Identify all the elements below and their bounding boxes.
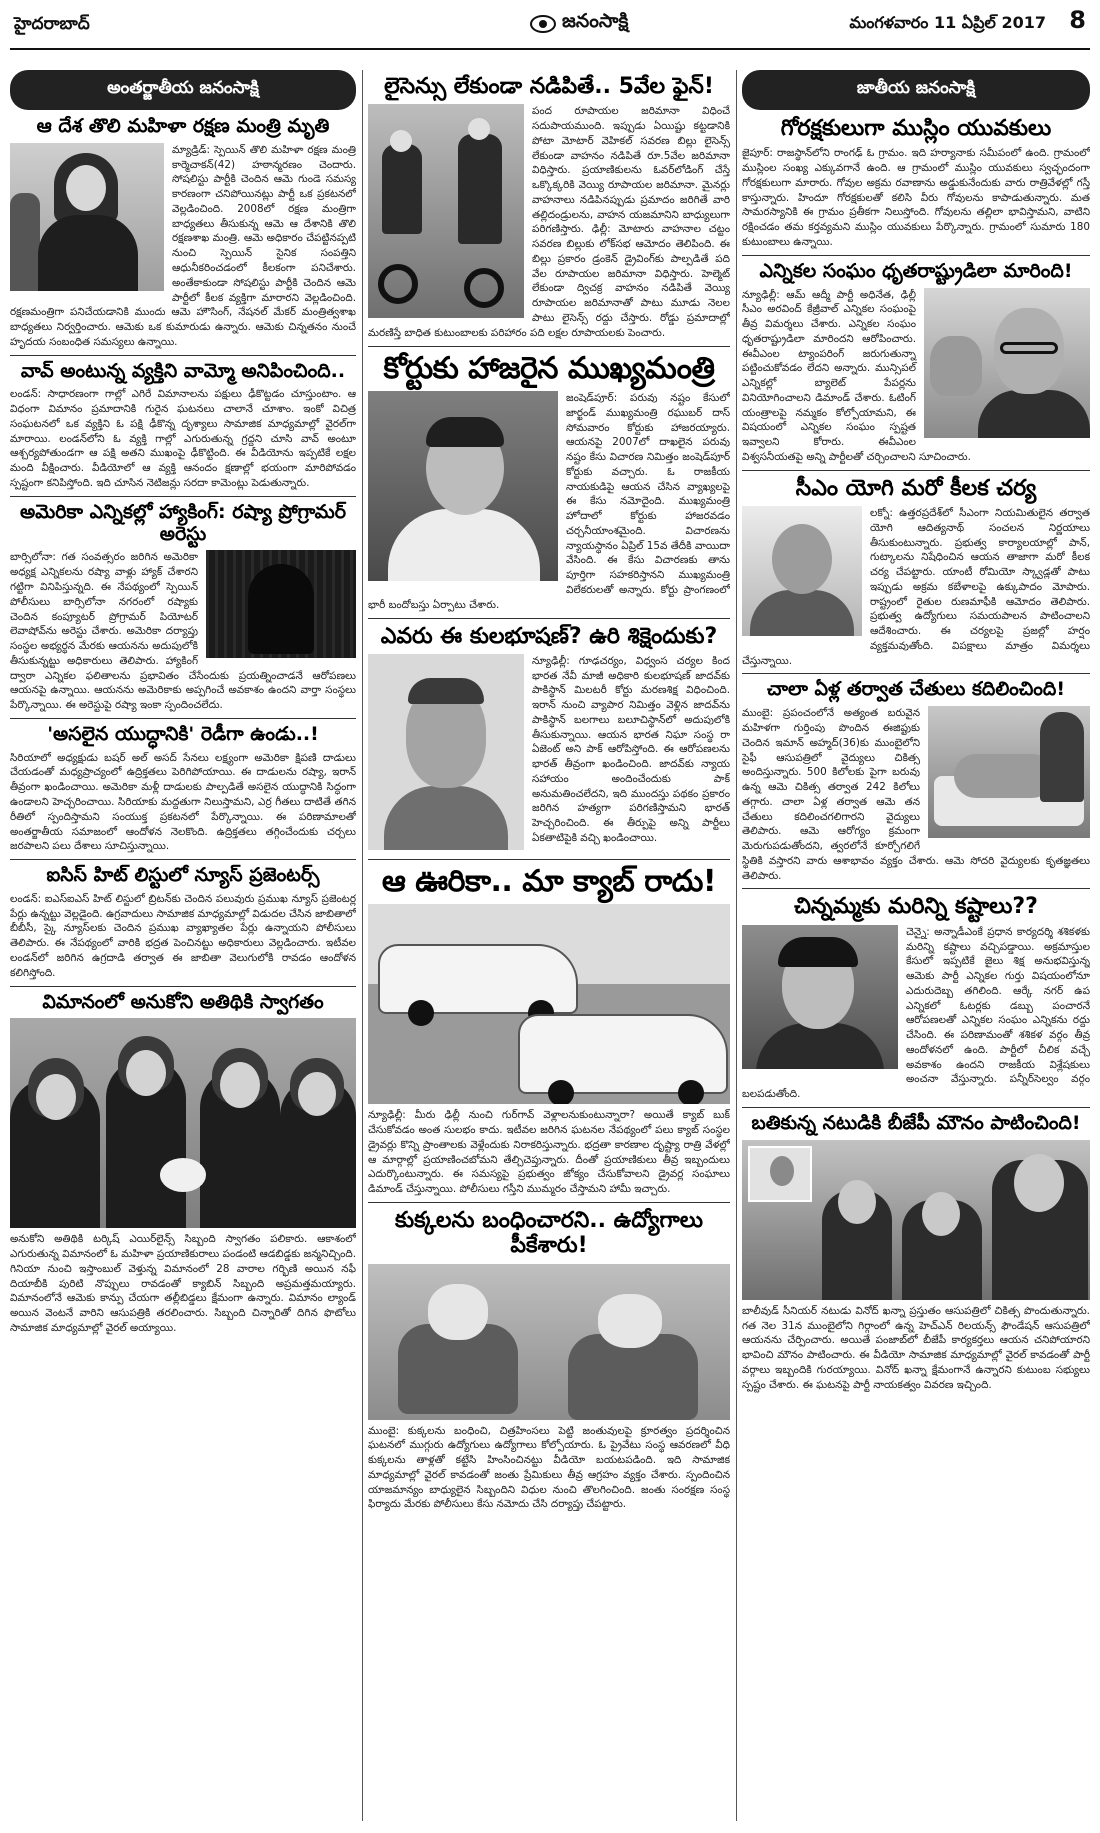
- article-cab: [368, 865, 730, 1197]
- article-election-commission: [742, 261, 1090, 465]
- article-flight-baby: [10, 992, 356, 1336]
- photo-dogs: [368, 1264, 730, 1420]
- issue-date: మంగళవారం 11 ఏప్రిల్ 2017: [849, 13, 1046, 32]
- article-body: బార్సిలోనా: గత సంవత్సరం జరిగిన అమెరికా అధ్యక్ష ఎన్నికలను రష్యా వాళ్లు హ్యాక్‌ చేశారని గట్టిగా వినిపిస్తున్నది. ఈ నేపథ్యంలో స్పెయిన్‌ పోలీసులు బార్సిలోనా నగరంలో రష్యాకు చెందిన కంప్యూటర్‌ ప్రోగ్రామర్‌ పియోటర్‌ లెవాషోవ్‌ను అరెస్టు చేశారు. అమెరికా దర్యాప్తు సంస్థల అభ్యర్థన మేరకు ఆయనను అదుపులోకి తీసుకున్నట్టు అధికారులు తెలిపారు. హ్యాకింగ్‌ ద్వారా ఎన్నికల ఫలితాలను ప్రభావితం చేసేందుకు ప్రయత్నించాడనే ఆరోపణలు ఆయనపై ఉన్నాయి. ఆయనను అమెరికాకు అప్పగించే అవకాశం ఉందని వార్తా సంస్థలు పేర్కొన్నాయి. ఈ అరెస్టుపై రష్యా ఇంకా స్పందించలేదు.: [10, 551, 356, 712]
- headline: గోరక్షకులుగా ముస్లిం యువకులు: [780, 116, 1052, 141]
- international-column: [10, 70, 356, 1821]
- headline: చిన్నమ్మకు మరిన్ని కష్టాలు??: [794, 894, 1038, 920]
- national-column: [742, 70, 1090, 1821]
- column-divider: [362, 70, 363, 1821]
- divider: [10, 718, 356, 719]
- photo-bjp-workers: [742, 1140, 1090, 1300]
- article-body: ముంబై: కుక్కలను బంధించి, చిత్రహింసలు పెట్టి జంతువులపై క్రూరత్వం ప్రదర్శించిన ఘటనలో ముగ్గురు ఉద్యోగులు ఉద్యోగాలు కోల్పోయారు. ఓ ప్రైవేటు సంస్థ ఆవరణలో వీధి కుక్కలను తాళ్లతో కట్టేసి హింసించినట్టు వీడియో బయటపడింది. ఇది సామాజిక మాధ్యమాల్లో వైరల్‌ కావడంతో జంతు ప్రేమికులు తీవ్ర ఆగ్రహం వ్యక్తం చేశారు. స్పందించిన యాజమాన్యం బాధ్యులైన సిబ్బందిని విధుల నుంచి తొలగించింది. జంతు సంరక్షణ సంస్థ ఫిర్యాదు మేరకు పోలీసులు కేసు నమోదు చేసి దర్యాప్తు చేపట్టారు.: [368, 1424, 730, 1511]
- article-body: చెన్నై: అన్నాడీఎంకే ప్రధాన కార్యదర్శి శశికళకు మరిన్ని కష్టాలు వచ్చిపడ్డాయి. అక్రమాస్తుల కేసులో ఇప్పటికే జైలు శిక్ష అనుభవిస్తున్న ఆమెకు పార్టీ ఎన్నికల గుర్తు విషయంలోనూ ఎదురుదెబ్బ తగిలింది. ఆర్కే నగర్‌ ఉప ఎన్నికలో ఓటర్లకు డబ్బు పంచారనే ఆరోపణలతో ఎన్నికల సంఘం ఎన్నికను రద్దు చేసింది. ఈ పరిణామంతో శశికళ వర్గం తీవ్ర ఆందోళనలో ఉంది. పార్టీలో చీలిక వచ్చే అవకాశం ఉందని రాజకీయ విశ్లేషకులు అంచనా వేస్తున్నారు. పన్నీర్‌సెల్వం వర్గం బలపడుతోంది.: [742, 925, 1090, 1101]
- photo-flight-crew: [10, 1018, 356, 1228]
- photo-chief-minister: [368, 391, 558, 581]
- article-body: సిరియాలో అధ్యక్షుడు బషర్‌ అల్‌ అసద్‌ సేనలు లక్ష్యంగా అమెరికా క్షిపణి దాడులు చేయడంతో మధ్యప్రాచ్యంలో ఉద్రిక్తతలు పెరిగిపోయాయి. ఈ దాడులను రష్యా, ఇరాన్‌ తీవ్రంగా ఖండించాయి. అమెరికా మళ్లీ దాడులకు పాల్పడితే అసలైన యుద్ధానికి సిద్ధంగా ఉండాలని హెచ్చరించాయి. సిరియాకు మద్దతుగా నిలుస్తామని, ఎర్ర గీతలు దాటితే తగిన రీతిలో స్పందిస్తామని సంయుక్త ప్రకటనలో పేర్కొన్నాయి. ఈ పరిణామాలతో అంతర్జాతీయ సమాజంలో ఆందోళన నెలకొంది. ఉద్రిక్తతలు తగ్గించేందుకు చర్చలు జరపాలని పలు దేశాలు సూచిస్తున్నాయి.: [10, 751, 356, 853]
- photo-traffic-police: [368, 104, 524, 318]
- article-cm-court: [368, 352, 730, 613]
- section-title-international: అంతర్జాతీయ జనంసాక్షి: [10, 70, 356, 110]
- divider: [10, 496, 356, 497]
- divider: [368, 618, 730, 619]
- article-sasikala: [742, 894, 1090, 1101]
- divider: [10, 986, 356, 987]
- headline: 'అసలైన యుద్ధానికి' రెడీగా ఉండు..!: [47, 722, 319, 745]
- article-body: ముంబై: ప్రపంచంలోనే అత్యంత బరువైన మహిళగా గుర్తింపు పొందిన ఈజిప్టుకు చెందిన ఇమాన్‌ అహ్మద్‌(36)కు ముంబైలోని సైఫీ ఆసుపత్రిలో వైద్యులు చికిత్స అందిస్తున్నారు. 500 కిలోలకు పైగా బరువు ఉన్న ఆమె చికిత్స తర్వాత 242 కిలోలు తగ్గారు. చాలా ఏళ్ల తర్వాత ఆమె తన చేతులు కదిలించగలిగారని వైద్యులు తెలిపారు. ఆమె ఆరోగ్యం క్రమంగా మెరుగుపడుతోందని, త్వరలోనే కూర్చోగలిగే స్థితికి వస్తారని వారు ఆశాభావం వ్యక్తం చేశారు. ఆమె సోదరి వైద్యులకు కృతజ్ఞతలు తెలిపారు.: [742, 707, 1090, 882]
- article-body: లండన్‌: సాధారణంగా గాల్లో ఎగిరే విమానాలను పక్షులు ఢీకొట్టడం చూస్తుంటాం. ఆ విధంగా విమానం ప్రమాదానికి గురైన ఘటనలు చాలానే చూశాం. ఇంకో విచిత్ర సంఘటనలో ఒక వ్యక్తిని ఓ పక్షి ఢీకొన్న దృశ్యాలు సామాజిక మాధ్యమాల్లో వైరల్‌గా మారాయి. లండన్‌లోని ఓ వ్యక్తి గాల్లో ఎగురుతున్న గ్రద్దని చూసి వావ్‌ అంటూ ఆశ్చర్యపోతుండగా ఆ పక్షి అతని ముఖంపై ఢీకొట్టింది. ఈ వీడియోను ఇప్పటికే లక్షల మంది వీక్షించారు. వీడియోలో ఆ వ్యక్తి ఆనందం క్షణాల్లో భయంగా మారిపోవడం స్పష్టంగా కనిపిస్తోంది. ఇది చూసిన నెటిజన్లు సరదా కామెంట్లు పెడుతున్నారు.: [10, 388, 356, 489]
- headline: లైసెన్సు లేకుండా నడిపితే.. 5వేల ఫైన్‌!: [384, 74, 714, 99]
- article-isis-hitlist: [10, 865, 356, 980]
- headline: ఎవరు ఈ కులభూషణ్‌? ఉరి శిక్షెందుకు?: [380, 623, 718, 649]
- photo-kejriwal: [924, 288, 1090, 438]
- article-kulbhushan: [368, 624, 730, 854]
- article-defence-minister: [10, 116, 356, 350]
- article-body: పంద రూపాయల జరిమానా విధించే సదుపాయముంది. ఇప్పుడు ఏయిష్టు కట్టడానికి పోటా మోటార్‌ వెహికల్‌ సవరణ బిల్లు లైసెన్స్‌ లేకుండా వాహనం నడిపితే రూ.5వేల జరిమానా విధిస్తారు. ప్రయాణికులను ఓవర్‌లోడింగ్‌ చేస్తే ఒక్కొక్కరికి వెయ్యి రూపాయల జరిమానా. మైనర్లు వాహనాలు నడిపినప్పుడు ప్రమాదం జరిగితే వారి తల్లిదండ్రులను, వాహన యజమానిని బాధ్యులుగా పరిగణిస్తారు. ఢిల్లీ: మోటారు వాహనాల చట్టం సవరణ బిల్లుకు లోక్‌సభ ఆమోదం తెలిపింది. ఈ బిల్లు ప్రకారం డ్రంకెన్‌ డ్రైవింగ్‌కు పాల్పడితే పది వేల రూపాయల జరిమానా విధిస్తారు. హెల్మెట్‌ లేకుండా ద్విచక్ర వాహనం నడిపితే వెయ్యి రూపాయల జరిమానాతో పాటు మూడు నెలల పాటు లైసెన్స్‌ రద్దు చేస్తారు. రోడ్డు ప్రమాదాల్లో మరణిస్తే బాధిత కుటుంబాలకు పరిహారం పది లక్షల రూపాయలకు పెంచారు.: [368, 105, 730, 339]
- divider: [742, 673, 1090, 674]
- headline: చాలా ఏళ్ల తర్వాత చేతులు కదిలించింది!: [767, 678, 1065, 701]
- article-body: న్యూఢిల్లీ: ఆమ్‌ ఆద్మీ పార్టీ అధినేత, ఢిల్లీ సీఎం అరవింద్‌ కేజ్రీవాల్‌ ఎన్నికల సంఘంపై తీవ్ర విమర్శలు చేశారు. ఎన్నికల సంఘం ధృతరాష్ట్రుడిలా మారిందని ఆరోపించారు. ఈవీఎంల ట్యాంపరింగ్‌ జరుగుతున్నా పట్టించుకోవడం లేదని అన్నారు. మున్సిపల్‌ ఎన్నికల్లో బ్యాలెట్‌ పేపర్లను వినియోగించాలని డిమాండ్‌ చేశారు. ఓటింగ్‌ యంత్రాలపై నమ్మకం కోల్పోయామని, ఈ విషయంలో ఎన్నికల సంఘం స్పష్టత ఇవ్వాలని కోరారు. ఈవీఎంల విశ్వసనీయతపై అన్ని పార్టీలతో చర్చించాలని సూచించారు.: [742, 288, 971, 463]
- headline: సీఎం యోగి మరో కీలక చర్య: [795, 475, 1037, 501]
- article-body: జంషెడ్‌పూర్‌: పరువు నష్టం కేసులో జార్ఖండ్‌ ముఖ్యమంత్రి రఘుబర్‌ దాస్‌ సోమవారం కోర్టుకు హాజరయ్యారు. ఆయనపై 2007లో దాఖలైన పరువు నష్టం కేసు విచారణ నిమిత్తం జంషెడ్‌పూర్‌ కోర్టుకు వచ్చారు. ఓ రాజకీయ నాయకుడిపై ఆయన చేసిన వ్యాఖ్యలపై ఈ కేసు నమోదైంది. ముఖ్యమంత్రి హోదాలో కోర్టుకు హాజరవడం చర్చనీయాంశమైంది. విచారణను న్యాయస్థానం ఏప్రిల్‌ 15వ తేదీకి వాయిదా వేసింది. ఈ కేసు విచారణకు తాను పూర్తిగా సహకరిస్తానని ముఖ్యమంత్రి విలేకరులతో అన్నారు. కోర్టు ప్రాంగణంలో భారీ బందోబస్తు ఏర్పాటు చేశారు.: [368, 392, 730, 611]
- photo-yogi: [742, 506, 862, 636]
- headline: వావ్‌ అంటున్న వ్యక్తిని వామ్మో అనిపించింది..: [20, 359, 346, 382]
- article-body: లక్నో: ఉత్తరప్రదేశ్‌లో సీఎంగా నియమితులైన తర్వాత యోగి ఆదిత్యనాథ్‌ సంచలన నిర్ణయాలు తీసుకుంటున్నారు. ప్రభుత్వ కార్యాలయాల్లో పాన్‌, గుట్కాలను నిషేధించిన ఆయన తాజాగా మరో కీలక చర్య చేపట్టారు. యాంటీ రోమియో స్క్వాడ్లతో పాటు ఇప్పుడు అక్రమ కబేళాలపై ఉక్కుపాదం మోపారు. రాష్ట్రంలో రైతుల రుణమాఫీకి ఆమోదం తెలిపారు. ప్రభుత్వ ఉద్యోగులు సమయపాలన పాటించాలని ఆదేశించారు. ఈ చర్యలపై ప్రజల్లో హర్షం వ్యక్తమవుతోంది. విపక్షాలు మాత్రం విమర్శలు చేస్తున్నాయి.: [742, 506, 1090, 667]
- headline: అమెరికా ఎన్నికల్లో హ్యాకింగ్‌: రష్యా ప్రోగ్రామర్‌ అరెస్టు: [19, 500, 347, 545]
- divider: [368, 346, 730, 347]
- section-title-national: జాతీయ జనంసాక్షి: [742, 70, 1090, 110]
- article-real-war: [10, 724, 356, 854]
- headline: ఎన్నికల సంఘం ధృతరాష్ట్రుడిలా మారింది!: [759, 259, 1073, 282]
- headline: ఆ దేశ తొలి మహిళా రక్షణ మంత్రి మృతి: [36, 115, 330, 137]
- headline: ఆ ఊరికా.. మా క్యాబ్‌ రాదు!: [381, 863, 717, 899]
- photo-defence-minister: [10, 143, 164, 291]
- article-body: లండన్‌: ఐఎస్‌ఐఎస్‌ హిట్‌ లిస్టులో బ్రిటన్‌కు చెందిన పలువురు ప్రముఖ న్యూస్‌ ప్రజెంటర్ల పేర్లు ఉన్నట్టు వెల్లడైంది. ఉగ్రవాదులు సామాజిక మాధ్యమాల్లో విడుదల చేసిన జాబితాలో బీబీసీ, స్కై న్యూస్‌లకు చెందిన ప్రముఖ వ్యాఖ్యాతల పేర్లు ఉన్నాయని పోలీసులు తెలిపారు. ఈ నేపథ్యంలో వారికి భద్రత పెంచినట్టు అధికారులు వెల్లడించారు. ఇటీవల లండన్‌లో జరిగిన ఉగ్రదాడి తర్వాత ఈ జాబితా వెలుగులోకి రావడం ఆందోళన కలిగిస్తోంది.: [10, 892, 356, 979]
- photo-cabs: [368, 904, 730, 1104]
- article-license-fine: [368, 74, 730, 341]
- divider: [742, 255, 1090, 256]
- eye-logo-icon: [530, 15, 556, 33]
- page-header: [10, 0, 1090, 62]
- city-name: హైదరాబాద్: [14, 14, 90, 34]
- middle-column: [368, 70, 730, 1821]
- article-russia-hacker: [10, 502, 356, 713]
- photo-kulbhushan-jadhav: [368, 654, 524, 850]
- photo-hacker: [206, 550, 356, 658]
- article-body: మ్యాడ్రిడ్‌: స్పెయిన్‌ తొలి మహిళా రక్షణ మంత్రి కార్మెచాకన్‌(42) హఠాన్మరణం చెందారు. సోషలిస్టు పార్టీకి చెందిన ఆమె గుండె సమస్య కారణంగా చనిపోయినట్లు పార్టీ ఒక ప్రకటనలో వెల్లడించింది. 2008లో రక్షణ మంత్రిగా బాధ్యతలు తీసుకున్న ఆమె ఆ దేశానికి తొలి రక్షణశాఖ మంత్రి. ఆమె అధికారం చేపట్టినప్పటి నుంచి స్పెయిన్‌ సైనిక సంపత్తిని ఆధునీకరించడంలో కీలకంగా పనిచేశారు. అంతేకాకుండా సోషలిస్టు పార్టీకి చెందిన ఆమె పార్టీలో కీలక వ్యక్తిగా మారారని వెల్లడించింది. రక్షణమంత్రిగా పనిచేయడానికి ముందు ఆమె హౌసింగ్‌, నేషనల్‌ మేకర్‌ మంత్రిత్వశాఖ బాధ్యతలు నిర్వర్తించారు. ఆమెకు ఒక కుమారుడు ఉన్నారు. ఆమెకు చిన్నతనం నుంచే హృదయ సంబంధిత సమస్యలు ఉన్నాయి.: [10, 143, 356, 348]
- divider: [742, 888, 1090, 889]
- article-gau-rakshaks: [742, 116, 1090, 250]
- article-vinod-khanna: [742, 1113, 1090, 1392]
- photo-hospital: [928, 706, 1090, 838]
- photo-sasikala: [742, 925, 898, 1069]
- headline: బతికున్న నటుడికి బీజేపీ మౌనం పాటించింది!: [751, 1111, 1081, 1134]
- header-rule: [10, 48, 1090, 50]
- paper-name: జనంసాక్షి: [562, 10, 629, 32]
- masthead-logo: [530, 10, 628, 37]
- headline: కోర్టుకు హాజరైన ముఖ్యమంత్రి: [383, 350, 715, 386]
- divider: [10, 859, 356, 860]
- column-divider: [736, 70, 737, 1821]
- article-dogs: [368, 1208, 730, 1512]
- article-body: న్యూఢిల్లీ: గూఢచర్యం, విధ్వంస చర్యల కింద భారత నేవీ మాజీ అధికారి కులభూషణ్‌ జాదవ్‌కు పాకిస్థాన్‌ మిలటరీ కోర్టు మరణశిక్ష విధించింది. ఇరాన్‌ నుంచి వ్యాపార నిమిత్తం వెళ్లిన జాదవ్‌ను పాకిస్థాన్‌ బలగాలు బలూచిస్థాన్‌లో అదుపులోకి తీసుకున్నాయి. ఆయన భారత నిఘా సంస్థ రా ఏజెంట్‌ అని పాక్‌ ఆరోపిస్తోంది. ఈ ఆరోపణలను భారత్‌ తీవ్రంగా ఖండించింది. జాదవ్‌కు న్యాయ సహాయం అందించేందుకు పాక్‌ అనుమతించలేదని, ఇది ముందస్తు పథకం ప్రకారం జరిగిన హత్యగా పరిగణిస్తామని భారత్‌ హెచ్చరించింది. ఈ తీర్పుపై అన్ని పార్టీలు ఏకతాటిపైకి వచ్చి ఖండించాయి.: [532, 654, 730, 845]
- article-body: జైపూర్‌: రాజస్థాన్‌లోని రాంగఢ్‌ ఓ గ్రామం. ఇది హర్యానాకు సమీపంలో ఉంది. గ్రామంలో ముస్లింల సంఖ్య ఎక్కువగానే ఉంది. ఆ గ్రామంలో ముస్లిం యువకులు స్వచ్ఛందంగా గోరక్షకులుగా మారారు. గోవుల అక్రమ రవాణాను అడ్డుకునేందుకు వారు రాత్రివేళల్లో గస్తీ కాస్తున్నారు. హిందూ గోరక్షకులతో కలిసి వీరు గోవులను కాపాడుతున్నారు. మత సామరస్యానికి ఈ గ్రామం ప్రతీకగా నిలుస్తోంది. గోవులను తల్లిలా భావిస్తామని, వాటిని రక్షించడం తమ కర్తవ్యమని ముస్లిం యువకులు పేర్కొన్నారు. గ్రామంలో సుమారు 180 కుటుంబాలు ఉన్నాయి.: [742, 147, 1090, 248]
- divider: [10, 355, 356, 356]
- article-bird-video: [10, 361, 356, 491]
- article-body: న్యూఢిల్లీ: మీరు ఢిల్లీ నుంచి గుర్‌గావ్‌ వెళ్లాలనుకుంటున్నారా? అయితే క్యాబ్‌ బుక్‌ చేసుకోవడం అంత సులభం కాదు. ఇటీవల జరిగిన ఘటనల నేపథ్యంలో పలు క్యాబ్‌ సంస్థల డ్రైవర్లు కొన్ని ప్రాంతాలకు వెళ్లేందుకు నిరాకరిస్తున్నారు. భద్రతా కారణాల దృష్ట్యా రాత్రి వేళల్లో ఆ మార్గాల్లో ప్రయాణించబోమని తేల్చిచెప్తున్నారు. దీంతో ప్రయాణికులు తీవ్ర ఇబ్బందులు ఎదుర్కొంటున్నారు. ఈ సమస్యపై ప్రభుత్వం జోక్యం చేసుకోవాలని డ్రైవర్ల సంఘాలు డిమాండ్‌ చేస్తున్నాయి. పోలీసులు గస్తీని ముమ్మరం చేస్తామని హామీ ఇచ్చారు.: [368, 1109, 730, 1196]
- article-eman-ahmed: [742, 679, 1090, 883]
- divider: [368, 859, 730, 860]
- divider: [742, 1107, 1090, 1108]
- page-number: 8: [1069, 6, 1086, 34]
- headline: ఐసిస్‌ హిట్‌ లిస్టులో న్యూస్‌ ప్రజెంటర్స్‌: [46, 864, 320, 887]
- headline: కుక్కలను బంధించారని.. ఉద్యోగాలు పీకేశారు!: [395, 1207, 703, 1259]
- article-yogi: [742, 476, 1090, 669]
- article-body: అనుకోని అతిథికి టర్కిష్‌ ఎయిర్‌లైన్స్‌ సిబ్బంది స్వాగతం పలికారు. ఆకాశంలో ఎగురుతున్న విమానంలో ఓ మహిళా ప్రయాణికురాలు పండంటి ఆడబిడ్డకు జన్మనిచ్చింది. గినియా నుంచి ఇస్తాంబుల్‌ వెళ్తున్న విమానంలో 28 వారాల గర్భిణి అయిన నఫీ దియాబీకి పురిటి నొప్పులు రావడంతో క్యాబిన్‌ సిబ్బంది అప్రమత్తమయ్యారు. విమానంలోనే ఆమెకు కాన్పు చేయగా తల్లీబిడ్డలు క్షేమంగా ఉన్నారు. విమానం ల్యాండ్‌ అయిన వెంటనే వారిని ఆసుపత్రికి తరలించారు. సిబ్బంది చిన్నారితో దిగిన ఫొటోలు సామాజిక మాధ్యమాల్లో వైరల్‌ అయ్యాయి.: [10, 1233, 356, 1334]
- divider: [742, 470, 1090, 471]
- headline: విమానంలో అనుకోని అతిథికి స్వాగతం: [42, 990, 324, 1013]
- divider: [368, 1202, 730, 1203]
- article-body: బాలీవుడ్‌ సీనియర్‌ నటుడు వినోద్‌ ఖన్నా ప్రస్తుతం ఆసుపత్రిలో చికిత్స పొందుతున్నారు. గత నెల 31న ముంబైలోని గిర్గాంలో ఉన్న హెచ్‌ఎన్‌ రిలయన్స్‌ ఫౌండేషన్‌ ఆసుపత్రిలో ఆయనను చేర్పించారు. అయితే పంజాబ్‌లో బీజేపీ కార్యకర్తలు ఆయన చనిపోయారని భావించి మౌనం పాటించారు. ఈ వీడియో సామాజిక మాధ్యమాల్లో వైరల్‌ కావడంతో పార్టీ వర్గాలు ఇబ్బందికి గురయ్యాయి. వినోద్‌ ఖన్నా క్షేమంగానే ఉన్నారని కుటుంబ సభ్యులు స్పష్టం చేశారు. ఈ ఘటనపై పార్టీ నాయకత్వం వివరణ ఇచ్చింది.: [742, 1304, 1090, 1391]
